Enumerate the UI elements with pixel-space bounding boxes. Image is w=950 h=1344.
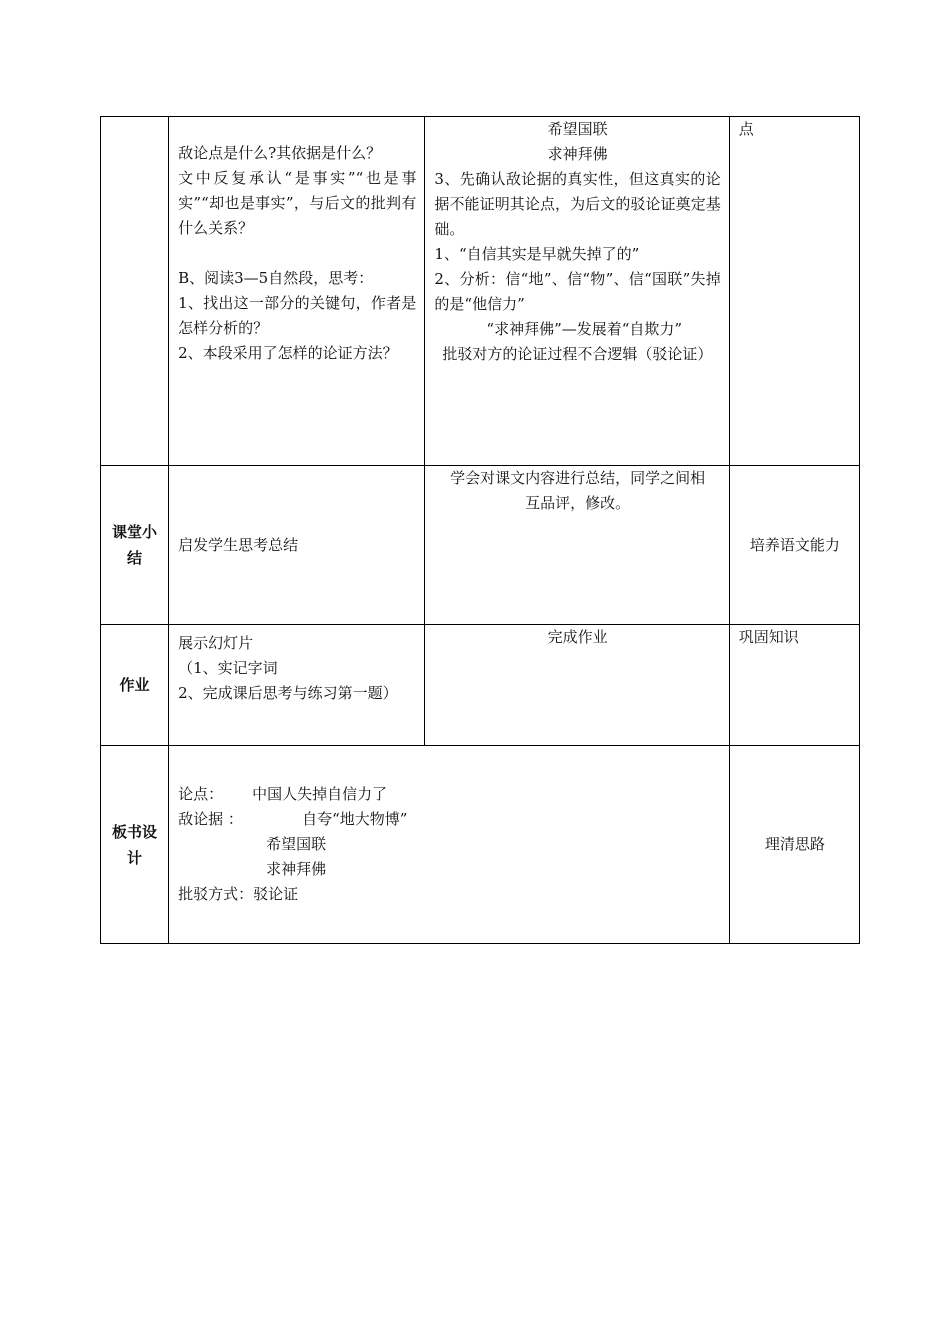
text-line: 点 <box>738 120 754 138</box>
evidence-item: 希望国联 <box>266 835 327 853</box>
text-paragraph: 文中反复承认“是事实”“也是事实”“却也是事实”，与后文的批判有什么关系？ <box>178 169 417 237</box>
lesson-plan-table <box>100 116 860 944</box>
text-line: 求神拜佛 <box>547 145 608 163</box>
text-paragraph: 2、分析：信“地”、信“物”、信“国联”失掉的是“他信力” <box>434 270 721 313</box>
text-line: 展示幻灯片 <box>178 634 254 652</box>
board-thesis <box>178 782 721 807</box>
board-design-cell <box>169 746 730 944</box>
teacher-activity-cell <box>169 625 425 746</box>
text-paragraph: 3、先确认敌论据的真实性，但这真实的论据不能证明其论点，为后文的驳论证奠定基础。 <box>434 170 721 238</box>
blank-line <box>178 241 416 266</box>
thesis-label: 论点： <box>178 785 224 803</box>
table-row <box>101 117 860 466</box>
design-intent-cell <box>729 117 859 466</box>
row-label: 作业 <box>101 625 169 746</box>
row-label: 课堂小结 <box>101 466 169 625</box>
student-activity-cell <box>425 625 729 746</box>
text-line: 巩固知识 <box>738 628 799 646</box>
table-row <box>101 746 860 944</box>
teacher-activity-cell <box>169 466 425 625</box>
text-line: 1、“自信其实是早就失掉了的” <box>434 245 640 263</box>
board-method: 批驳方式：驳论证 <box>178 885 299 903</box>
text-line: 完成作业 <box>547 628 608 646</box>
text-paragraph: 2、本段采用了怎样的论证方法？ <box>178 344 398 362</box>
evidence-item: 自夸“地大物博” <box>302 810 408 828</box>
text-line: 学会对课文内容进行总结，同学之间相 <box>450 469 706 487</box>
evidence-label: 敌论据 ： <box>178 810 243 828</box>
board-evidence <box>178 807 721 832</box>
text-line: 互品评，修改。 <box>525 494 631 512</box>
text-line: 敌论点是什么?其依据是什么？ <box>178 144 382 162</box>
text-line: 希望国联 <box>547 120 608 138</box>
text-line: 启发学生思考总结 <box>178 535 299 554</box>
text-line: 理清思路 <box>764 835 825 853</box>
student-activity-cell <box>425 117 729 466</box>
text-paragraph: 2、完成课后思考与练习第一题） <box>178 684 398 702</box>
table-row <box>101 625 860 746</box>
design-intent-cell <box>729 746 859 944</box>
design-intent-cell <box>729 466 859 625</box>
text-paragraph: 1、找出这一部分的关键句，作者是怎样分析的？ <box>178 294 417 337</box>
thesis-text: 中国人失掉自信力了 <box>252 785 388 803</box>
table-row <box>101 466 860 625</box>
text-line: （1、实记字词 <box>178 659 278 677</box>
text-line: 培养语文能力 <box>749 535 840 554</box>
text-line: B、阅读3—5自然段，思考： <box>178 269 374 287</box>
teacher-activity-cell <box>169 117 425 466</box>
evidence-item: 求神拜佛 <box>266 860 327 878</box>
text-paragraph: “求神拜佛”—发展着“自欺力” <box>486 320 683 338</box>
row-label-empty <box>101 117 169 466</box>
design-intent-cell <box>729 625 859 746</box>
student-activity-cell <box>425 466 729 625</box>
row-label: 板书设计 <box>101 746 169 944</box>
text-paragraph: 批驳对方的论证过程不合逻辑（驳论证） <box>442 345 713 363</box>
